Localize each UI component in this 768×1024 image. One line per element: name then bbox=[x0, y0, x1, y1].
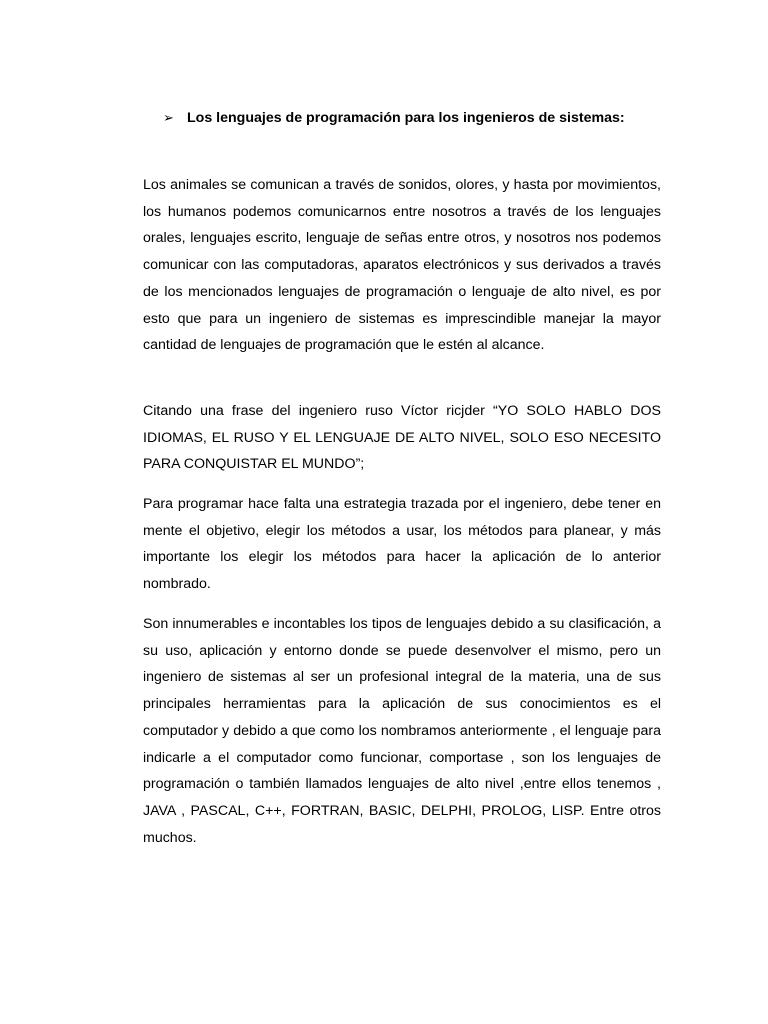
paragraph-strategy: Para programar hace falta una estrategia trazada por el ingeniero, debe tener en mente el objetivo, elegir los métodos a usar, los métodos para planear, y más importante los elegir los métodos para hacer la aplicación de lo anterior nombrado. bbox=[143, 496, 661, 593]
paragraph-quote: Citando una frase del ingeniero ruso Víctor ricjder “YO SOLO HABLO DOS IDIOMAS, EL RUSO Y EL LENGUAJE DE ALTO NIVEL, SOLO ESO NECESITO PARA CONQUISTAR EL MUNDO”; bbox=[143, 403, 661, 473]
paragraph-language-types: Son innumerables e incontables los tipos de lenguajes debido a su clasificación, a su uso, aplicación y entorno donde se puede desenvolver el mismo, pero un ingeniero de sistemas al ser un profesional integral de la materia, una de sus principales herramientas para la aplicación de sus conocimientos es el computador y debido a que como los nombramos anteriormente , el lenguaje para indicarle a el computador como funcionar, comportase , son los lenguajes de programación o también llamados lenguajes de alto nivel ,entre ellos tenemos , JAVA , PASCAL, C++, FORTRAN, BASIC, DELPHI, PROLOG, LISP. Entre otros muchos. bbox=[143, 616, 661, 846]
section-heading bbox=[163, 108, 683, 128]
section-heading-text: Los lenguajes de programación para los ingenieros de sistemas: bbox=[187, 110, 625, 126]
paragraph-communication: Los animales se comunican a través de sonidos, olores, y hasta por movimientos, los humanos podemos comunicarnos entre nosotros a través de los lenguajes orales, lenguajes escrito, lenguaje de señas entre otros, y nosotros nos podemos comunicar con las computadoras, aparatos electrónicos y sus derivados a través de los mencionados lenguajes de programación o lenguaje de alto nivel, es por esto que para un ingeniero de sistemas es imprescindible manejar la mayor cantidad de lenguajes de programación que le estén al alcance. bbox=[143, 177, 661, 354]
arrow-bullet-icon: ➢ bbox=[163, 110, 174, 125]
